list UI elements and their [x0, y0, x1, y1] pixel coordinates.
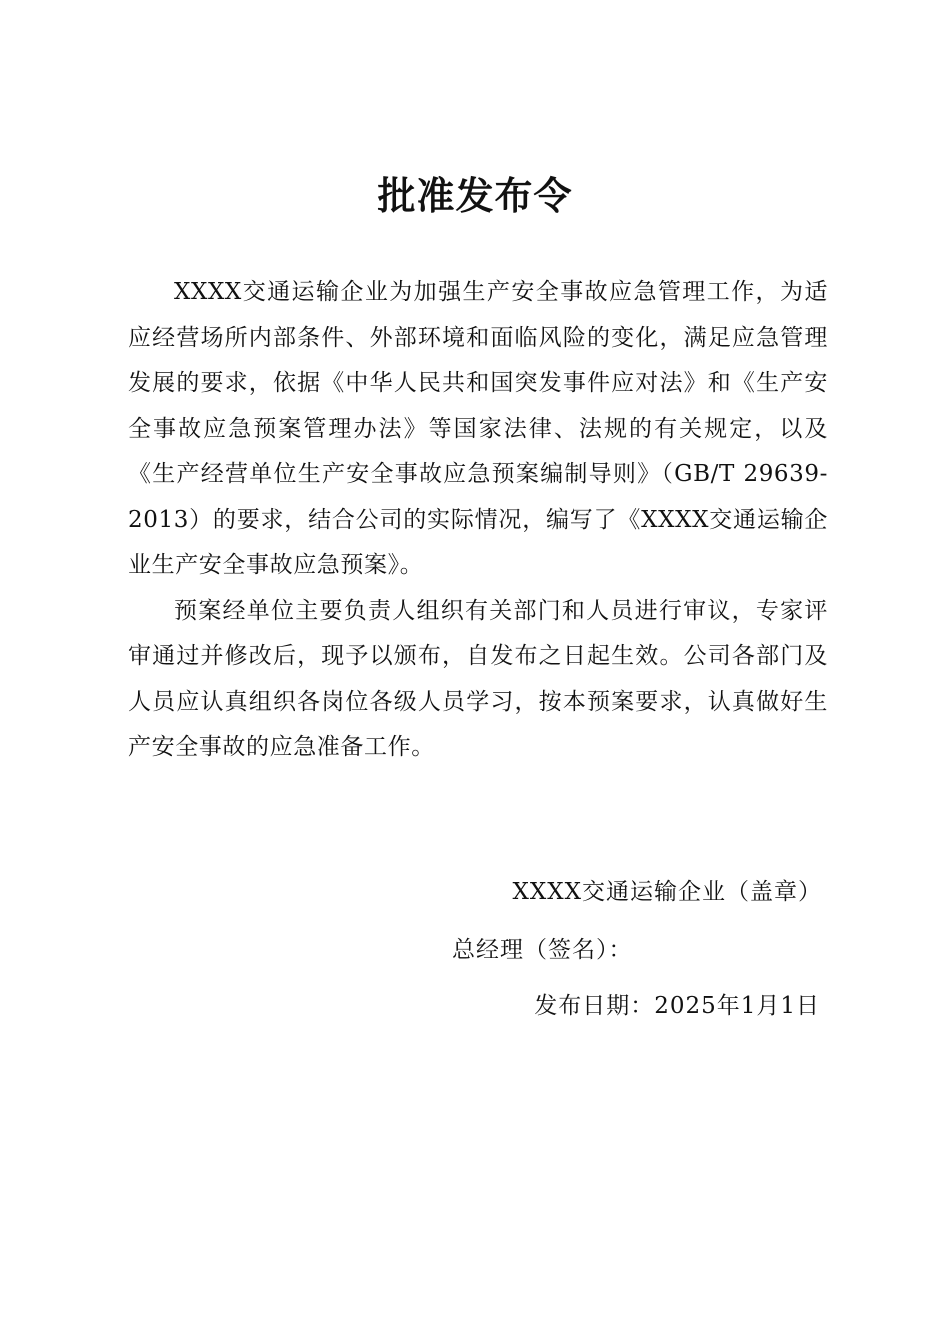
general-manager-signature: 总经理（签名）：: [452, 937, 633, 963]
paragraph-purpose: XXXX交通运输企业为加强生产安全事故应急管理工作，为适应经营场所内部条件、外部环境和面临风险的变化，满足应急管理发展的要求，依据《中华人民共和国突发事件应对法》和《生产安全事故应急预案管理办法》等国家法律、法规的有关规定，以及《生产经营单位生产安全事故应急预案编制导则》（GB/T 29639-2013）的要求，结合公司的实际情况，编写了《XXXX交通运输企业生产安全事故应急预案》。: [128, 279, 828, 578]
document-body: [128, 270, 828, 771]
release-date: 发布日期：2025年1月1日: [534, 993, 820, 1019]
paragraph-approval: 预案经单位主要负责人组织有关部门和人员进行审议，专家评审通过并修改后，现予以颁布，自发布之日起生效。公司各部门及人员应认真组织各岗位各级人员学习，按本预案要求，认真做好生产安全事故的应急准备工作。: [128, 597, 828, 760]
issuing-company: XXXX交通运输企业（盖章）: [512, 879, 822, 905]
document-title: 批准发布令: [377, 174, 573, 218]
